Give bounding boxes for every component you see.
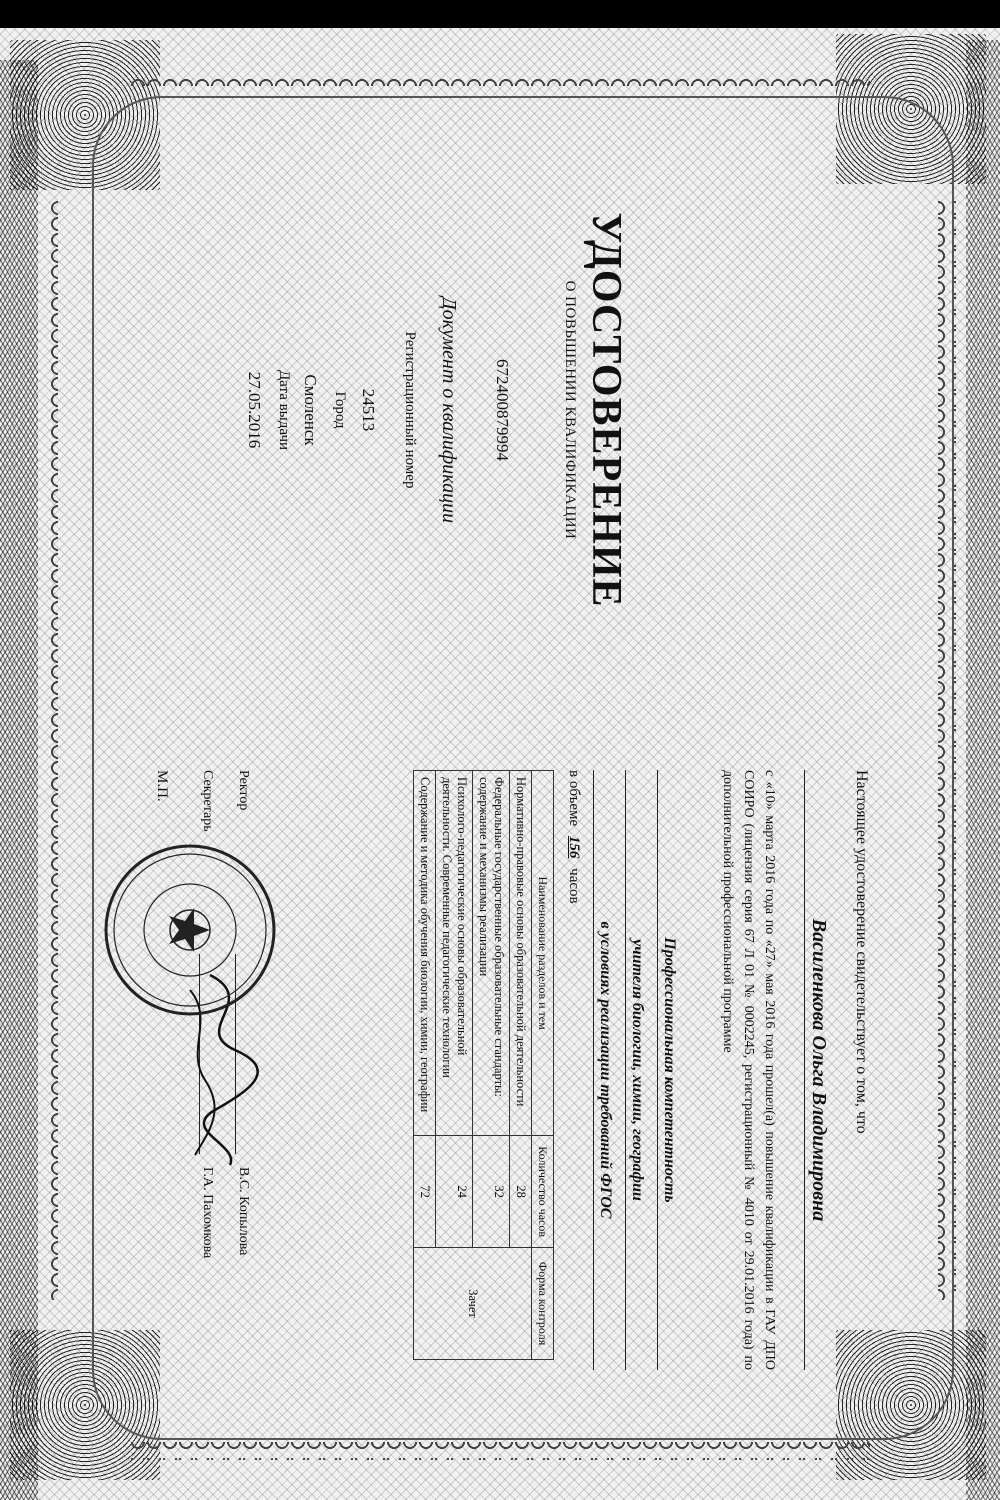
official-seal-icon	[100, 840, 280, 1020]
certificate-inside	[70, 750, 930, 1400]
table-header-row	[532, 771, 554, 1360]
table-header: Форма контроля	[532, 1248, 554, 1360]
wavy-border	[130, 1442, 870, 1460]
document-type: Документ о квалификации	[438, 296, 460, 524]
certificate-front	[70, 100, 930, 750]
program-title-line: Профессиональная компетентность	[657, 770, 678, 1370]
table-cell: Зачет	[414, 1248, 532, 1360]
disciplines-table	[413, 770, 554, 1360]
city: Смоленск	[301, 374, 320, 446]
hours-suffix: часов	[566, 868, 582, 904]
secretary-name: Г.А. Пахомкова	[200, 1167, 215, 1259]
certificate-title: УДОСТОВЕРЕНИЕ	[583, 212, 629, 608]
hours-line	[565, 770, 582, 1370]
table-cell: 72	[414, 1136, 436, 1248]
hours-value: 156	[566, 835, 582, 859]
issue-date: 27.05.2016	[245, 371, 264, 449]
series-number: 672400879994	[493, 359, 512, 461]
wavy-border	[42, 200, 60, 1300]
date-label: Дата выдачи	[276, 369, 292, 451]
guilloche-border-left	[0, 60, 38, 1500]
table-cell: Федеральные государственные образовательные стандарты: содержание и механизмы реализации	[473, 771, 510, 1136]
rector-name: В.С. Копылова	[236, 1167, 251, 1256]
hours-prefix: в объеме	[566, 770, 582, 827]
holder-name: Василенкова Ольга Владимировна	[804, 770, 830, 1370]
seal-label: М.П.	[154, 770, 170, 802]
table-cell: 28	[510, 1136, 532, 1248]
training-description: с «10» марта 2016 года по «27» мая 2016 года прошел(а) повышение квалификации в ГАУ ДПО СОИРО (лицензия серия 67 Л 01 № 0002245, регистрационный № 4010 от 29.01.2016 года) по дополнительной профессиональной программе	[720, 770, 777, 1370]
registration-number: 24513	[359, 388, 378, 432]
table-header: Количество часов	[532, 1136, 554, 1248]
table-cell: Психолого-педагогические основы образовательной деятельности. Современные педагогические технологии	[436, 771, 473, 1136]
certificate-content	[70, 100, 930, 1400]
table-cell: 32	[473, 1136, 510, 1248]
scan-border	[0, 0, 1000, 28]
registration-label: Регистрационный номер	[402, 331, 418, 489]
intro-text: Настоящее удостоверение свидетельствует о том, что	[853, 770, 870, 1134]
secretary-role: Секретарь	[200, 770, 215, 832]
guilloche-border-right	[966, 40, 1000, 1500]
table-cell: 24	[436, 1136, 473, 1248]
table-header: Наименование разделов и тем	[532, 771, 554, 1136]
certificate-subtitle: О ПОВЫШЕНИИ КВАЛИФИКАЦИИ	[562, 280, 578, 540]
wavy-border	[130, 70, 870, 88]
program-title-line: в условиях реализации требований ФГОС	[593, 770, 614, 1370]
program-title-line: учителя биологии, химии, географии	[625, 770, 646, 1370]
rector-role: Ректор	[236, 770, 251, 811]
city-label: Город	[332, 391, 348, 429]
table-cell: Содержание и методика обучения биологии, химии, географии	[414, 771, 436, 1136]
table-cell: Нормативно-правовые основы образовательной деятельности	[510, 771, 532, 1136]
table-row	[510, 771, 532, 1360]
